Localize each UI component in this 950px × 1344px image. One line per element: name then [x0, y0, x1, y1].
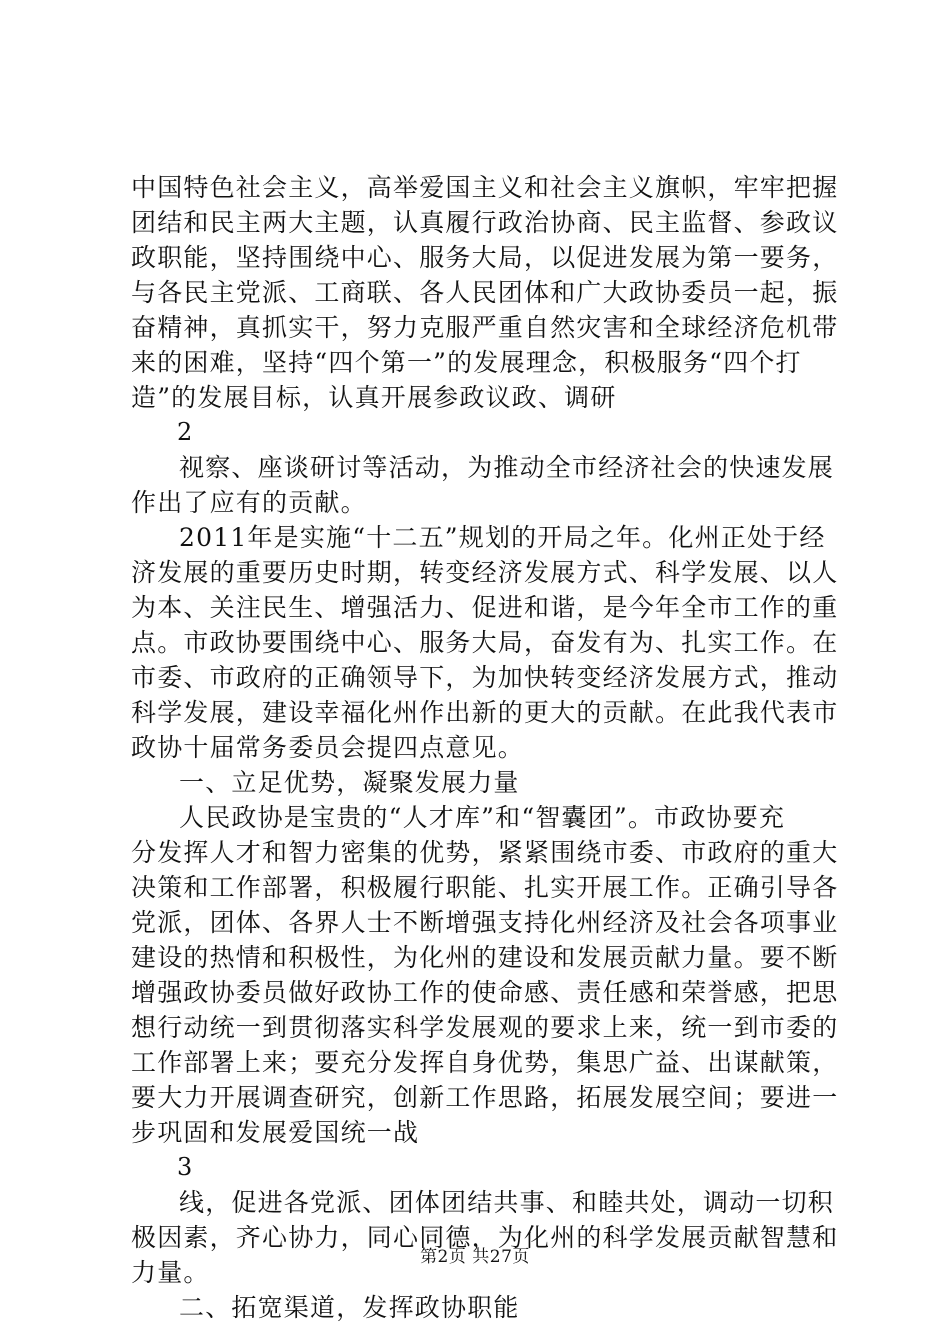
page-footer: 第2页 共27页	[420, 1247, 530, 1267]
body-line: 分发挥人才和智力密集的优势，紧紧围绕市委、市政府的重大	[131, 838, 839, 867]
body-line: 想行动统一到贯彻落实科学发展观的要求上来，统一到市委的	[131, 1013, 839, 1042]
body-line: 为本、关注民生、增强活力、促进和谐，是今年全市工作的重	[131, 593, 839, 622]
body-line: 极因素，齐心协力，同心同德，为化州的科学发展贡献智慧和	[131, 1223, 839, 1252]
body-line: 党派，团体、各界人士不断增强支持化州经济及社会各项事业	[131, 908, 839, 937]
body-line: 政职能，坚持围绕中心、服务大局，以促进发展为第一要务，	[131, 243, 839, 272]
body-line: 中国特色社会主义，高举爱国主义和社会主义旗帜，牢牢把握	[131, 173, 839, 202]
body-line: 团结和民主两大主题，认真履行政治协商、民主监督、参政议	[131, 208, 839, 237]
body-line: 市委、市政府的正确领导下，为加快转变经济发展方式，推动	[131, 663, 839, 692]
body-line: 力量。	[131, 1258, 210, 1287]
body-line: 要大力开展调查研究，创新工作思路，拓展发展空间；要进一	[131, 1083, 839, 1112]
body-line: 工作部署上来；要充分发挥自身优势，集思广益、出谋献策，	[131, 1048, 839, 1077]
paragraph-start-line: 2011年是实施“十二五”规划的开局之年。化州正处于经	[179, 523, 826, 552]
body-line: 作出了应有的贡献。	[131, 488, 367, 517]
inline-page-number: 3	[177, 1153, 194, 1181]
body-line: 决策和工作部署，积极履行职能、扎实开展工作。正确引导各	[131, 873, 839, 902]
section-heading: 一、立足优势，凝聚发展力量	[179, 768, 520, 797]
body-line: 建设的热情和积极性，为化州的建设和发展贡献力量。要不断	[131, 943, 839, 972]
body-line: 奋精神，真抓实干，努力克服严重自然灾害和全球经济危机带	[131, 313, 839, 342]
document-body	[131, 170, 839, 1325]
body-line: 济发展的重要历史时期，转变经济发展方式、科学发展、以人	[131, 558, 839, 587]
inline-page-number: 2	[177, 418, 194, 446]
body-line: 来的困难，坚持“四个第一”的发展理念，积极服务“四个打	[131, 348, 802, 377]
body-line: 造”的发展目标，认真开展参政议政、调研	[131, 383, 617, 412]
body-line: 步巩固和发展爱国统一战	[131, 1118, 420, 1147]
body-line: 视察、座谈研讨等活动，为推动全市经济社会的快速发展	[179, 453, 835, 482]
section-heading: 二、拓宽渠道，发挥政协职能	[179, 1293, 520, 1322]
body-line: 科学发展，建设幸福化州作出新的更大的贡献。在此我代表市	[131, 698, 839, 727]
body-line: 线，促进各党派、团体团结共事、和睦共处，调动一切积	[179, 1188, 835, 1217]
body-line: 点。市政协要围绕中心、服务大局，奋发有为、扎实工作。在	[131, 628, 839, 657]
paragraph-start-line: 人民政协是宝贵的“人才库”和“智囊团”。市政协要充	[179, 803, 786, 832]
body-line: 增强政协委员做好政协工作的使命感、责任感和荣誉感，把思	[131, 978, 839, 1007]
body-line: 与各民主党派、工商联、各人民团体和广大政协委员一起，振	[131, 278, 839, 307]
body-line: 政协十届常务委员会提四点意见。	[131, 733, 525, 762]
